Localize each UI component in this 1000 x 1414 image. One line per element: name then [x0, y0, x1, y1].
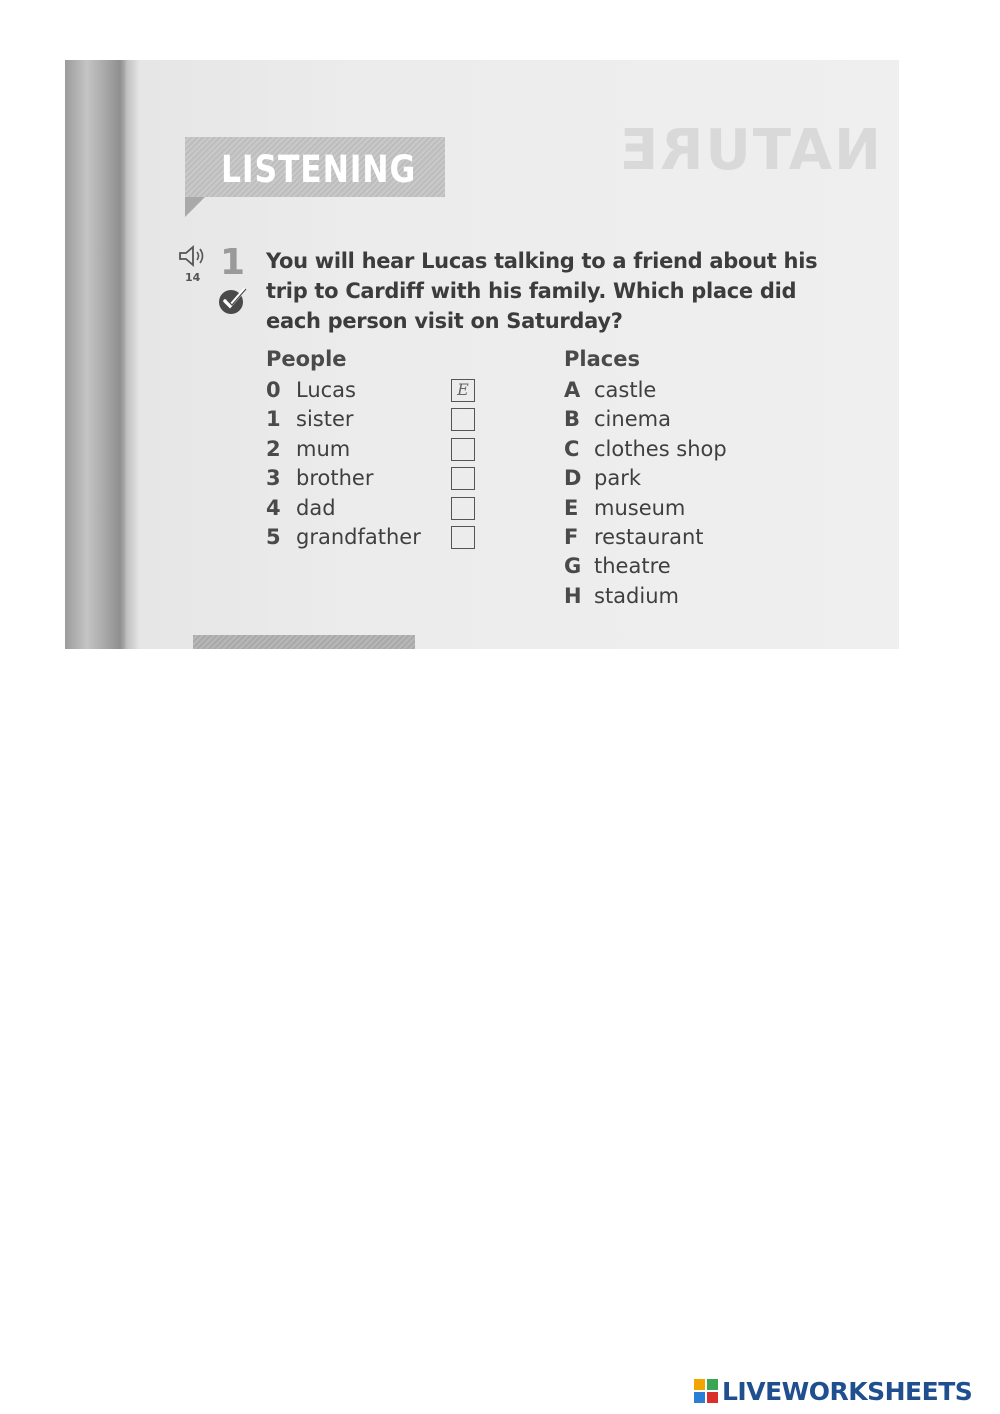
place-row	[564, 523, 784, 552]
place-row	[564, 494, 784, 523]
person-number: 1	[266, 407, 281, 431]
place-letter: B	[564, 407, 581, 431]
place-name: cinema	[594, 407, 671, 431]
place-letter: A	[564, 378, 581, 402]
place-row	[564, 405, 784, 434]
place-letter: C	[564, 437, 580, 461]
checkmark-badge-icon	[217, 286, 251, 316]
place-name: restaurant	[594, 525, 704, 549]
place-name: theatre	[594, 554, 671, 578]
book-spine-shadow	[65, 60, 127, 649]
place-letter: F	[564, 525, 579, 549]
section-banner-tail	[185, 197, 205, 217]
place-name: castle	[594, 378, 657, 402]
place-letter: E	[564, 496, 579, 520]
place-letter: G	[564, 554, 582, 578]
place-letter: D	[564, 466, 582, 490]
person-number: 5	[266, 525, 281, 549]
places-heading: Places	[564, 347, 640, 371]
answer-box[interactable]: E	[451, 379, 475, 402]
person-number: 0	[266, 378, 281, 402]
person-number: 3	[266, 466, 281, 490]
person-number: 4	[266, 496, 281, 520]
place-row	[564, 464, 784, 493]
liveworksheets-logo[interactable]	[693, 1376, 972, 1406]
next-section-banner	[193, 635, 415, 649]
place-name: park	[594, 466, 641, 490]
answer-box[interactable]	[451, 467, 475, 490]
place-name: clothes shop	[594, 437, 727, 461]
speaker-icon[interactable]	[178, 245, 208, 267]
liveworksheets-logo-icon	[693, 1378, 719, 1404]
place-row	[564, 552, 784, 581]
answer-box[interactable]	[451, 408, 475, 431]
scanned-textbook-page	[65, 60, 899, 649]
place-letter: H	[564, 584, 582, 608]
place-name: museum	[594, 496, 686, 520]
person-name: Lucas	[296, 378, 356, 402]
exercise-instruction: You will hear Lucas talking to a friend about his trip to Cardiff with his family. Which place did each person visit on Saturday?	[266, 249, 818, 333]
place-row	[564, 435, 784, 464]
exercise-number: 1	[220, 242, 246, 283]
person-name: brother	[296, 466, 374, 490]
place-row	[564, 376, 784, 405]
person-name: grandfather	[296, 525, 421, 549]
audio-track-number: 14	[185, 271, 201, 284]
person-name: dad	[296, 496, 336, 520]
place-name: stadium	[594, 584, 679, 608]
answer-box[interactable]	[451, 497, 475, 520]
section-title: LISTENING	[221, 148, 417, 191]
person-number: 2	[266, 437, 281, 461]
answer-box[interactable]	[451, 526, 475, 549]
logo-text: LIVEWORKSHEETS	[722, 1376, 973, 1406]
answer-box[interactable]	[451, 438, 475, 461]
people-heading: People	[266, 347, 347, 371]
person-name: sister	[296, 407, 354, 431]
person-name: mum	[296, 437, 351, 461]
bleed-through-text: NATURE	[618, 118, 881, 183]
place-row	[564, 582, 784, 611]
